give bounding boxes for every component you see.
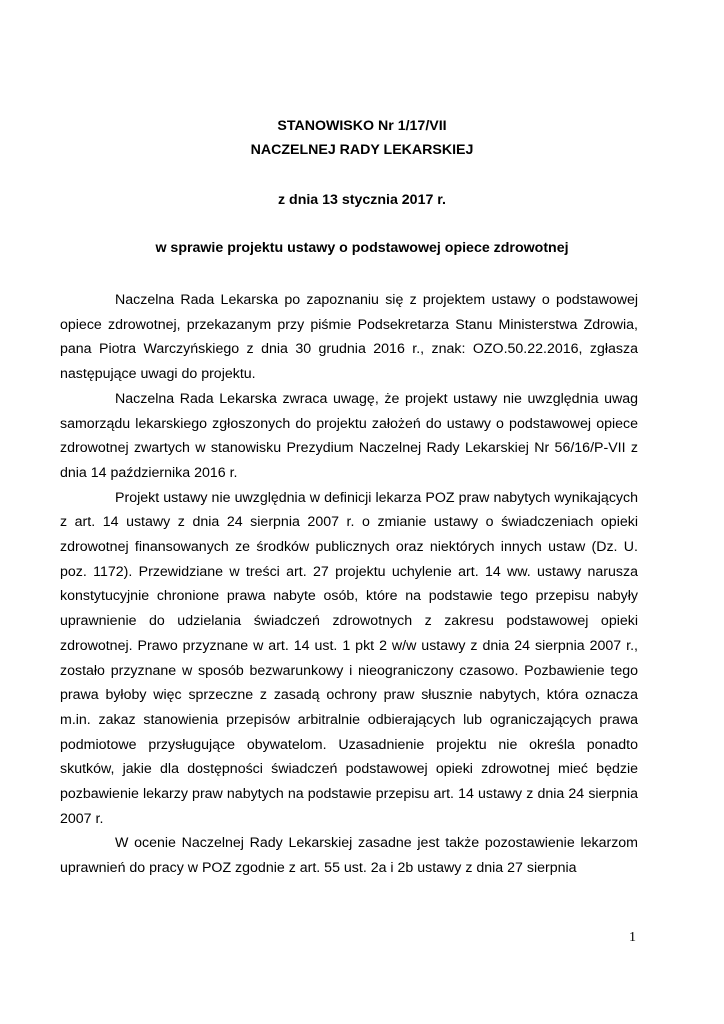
paragraph-1: Naczelna Rada Lekarska po zapoznaniu się z projektem ustawy o podstawowej opiece zdrowotnej, przekazanym przy piśmie Podsekretarza Stanu Ministerstwa Zdrowia, pana Piotra Warczyńskiego z dnia 30 grudnia 2016 r., znak: OZO.50.22.2016, zgłasza następujące uwagi do projektu. — [60, 292, 638, 383]
paragraph-3: Projekt ustawy nie uwzględnia w definicji lekarza POZ praw nabytych wynikających z art. 14 ustawy z dnia 24 sierpnia 2007 r. o zmianie ustawy o świadczeniach opieki zdrowotnej finansowanych ze środków publicznych oraz niektórych innych ustaw (Dz. U. poz. 1172). Przewidziane w treści art. 27 projektu uchylenie art. 14 ww. ustawy narusza konstytucyjnie chronione prawa nabyte osób, które na podstawie tego przepisu nabyły uprawnienie do udzielania świadczeń zdrowotnych z zakresu podstawowej opieki zdrowotnej. Prawo przyznane w art. 14 ust. 1 pkt 2 w/w ustawy z dnia 24 sierpnia 2007 r., zostało przyznane w sposób bezwarunkowy i nieograniczony czasowo. Pozbawienie tego prawa byłoby więc sprzeczne z zasadą ochrony praw słusznie nabytych, która oznacza m.in. zakaz stanowienia przepisów arbitralnie odbierających lub ograniczających prawa podmiotowe przysługujące obywatelom. Uzasadnienie projektu nie określa ponadto skutków, jakie dla dostępności świadczeń podstawowej opieki zdrowotnej mieć będzie pozbawienie lekarzy praw nabytych na podstawie przepisu art. 14 ustawy z dnia 24 sierpnia 2007 r. — [60, 489, 638, 827]
page-number: 1 — [629, 930, 636, 945]
document-title-line1: STANOWISKO Nr 1/17/VII — [277, 118, 447, 134]
document-subject: w sprawie projektu ustawy o podstawowej opiece zdrowotnej — [155, 240, 569, 256]
paragraph-4: W ocenie Naczelnej Rady Lekarskiej zasadne jest także pozostawienie lekarzom uprawnień do pracy w POZ zgodnie z art. 55 ust. 2a i 2b ustawy z dnia 27 sierpnia — [60, 835, 638, 877]
document-title-line2: NACZELNEJ RADY LEKARSKIEJ — [250, 142, 474, 158]
document-body — [60, 288, 638, 881]
document-date: z dnia 13 stycznia 2017 r. — [278, 192, 446, 208]
paragraph-2: Naczelna Rada Lekarska zwraca uwagę, że projekt ustawy nie uwzględnia uwag samorządu lekarskiego zgłoszonych do projektu założeń do ustawy o podstawowej opiece zdrowotnej zwartych w stanowisku Prezydium Naczelnej Rady Lekarskiej Nr 56/16/P-VII z dnia 14 października 2016 r. — [60, 390, 638, 481]
